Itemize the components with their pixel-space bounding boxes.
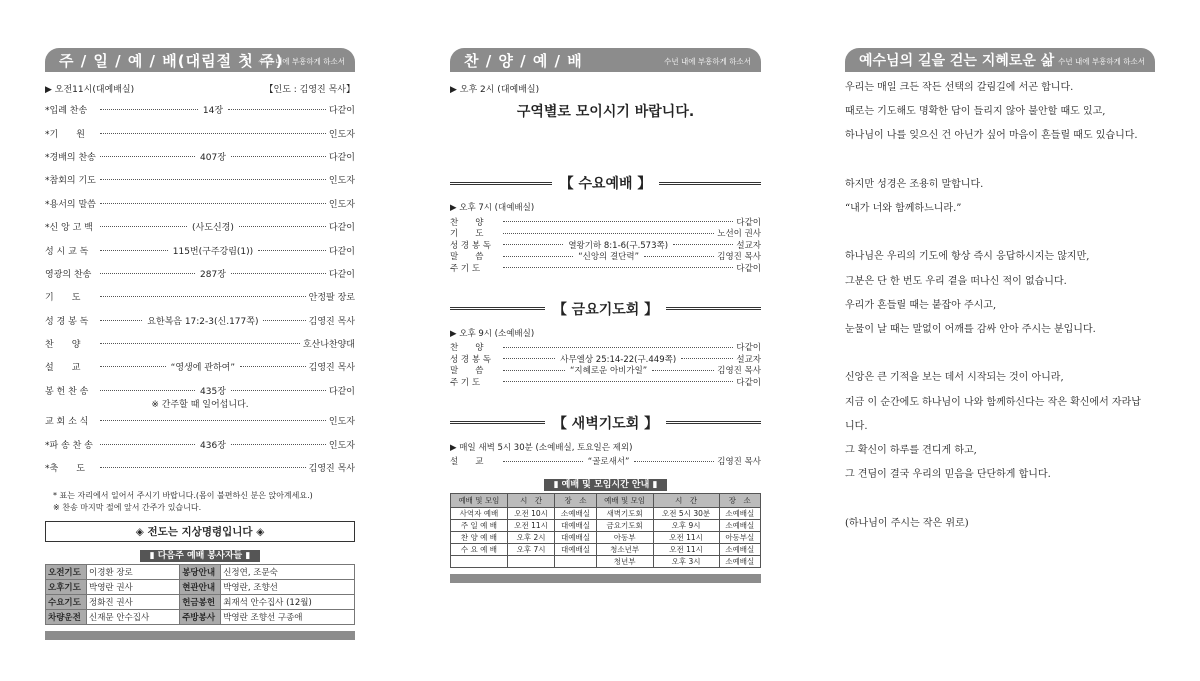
order-row (45, 332, 355, 355)
order-person: 설교자 (736, 354, 761, 365)
worship-leader: 【인도 : 김영진 목사】 (264, 85, 355, 95)
schedule-cell: 주 일 예 배 (451, 520, 508, 532)
leader-dots (100, 366, 166, 367)
schedule-cell: 소예배실 (719, 544, 760, 556)
dotted-leader (500, 455, 717, 467)
meditation-line: 신앙은 큰 기적을 보는 데서 시작되는 것이 아니라, (845, 372, 1064, 384)
service-person: 이경환 장로 (87, 565, 180, 580)
dotted-leader (97, 150, 329, 163)
order-label: 성 경 봉 독 (450, 240, 491, 251)
worship-banner (45, 48, 355, 72)
schedule-cell: 오후 3시 (653, 556, 719, 568)
worship-order-list (45, 98, 355, 479)
dotted-leader (500, 364, 717, 376)
service-row (46, 610, 355, 625)
order-row (45, 309, 355, 332)
order-row (45, 168, 355, 191)
dotted-leader (500, 347, 736, 348)
meditation-title: 예수님의 길을 걷는 지혜로운 삶 (859, 53, 1055, 69)
schedule-cell: 오전 11시 (653, 544, 719, 556)
service-role: 봉당안내 (180, 565, 221, 580)
schedule-cell: 소예배실 (719, 556, 760, 568)
order-person: 김영진 목사 (717, 366, 761, 377)
leader-dots (100, 109, 198, 110)
order-row (45, 145, 355, 168)
order-label: *기 원 (45, 129, 85, 140)
leader-dots (100, 250, 168, 251)
meditation-column (845, 48, 1155, 536)
schedule-header-cell: 시 간 (507, 494, 554, 508)
order-row (450, 216, 761, 228)
order-row (450, 228, 761, 240)
praise-banner (450, 48, 761, 72)
leader-dots (634, 461, 714, 462)
service-role: 오후기도 (46, 580, 87, 595)
dotted-leader (97, 314, 309, 327)
order-person: 인도자 (328, 440, 355, 451)
order-detail: “신앙의 결단력” (578, 252, 640, 263)
worship-note: * 표는 자리에서 일어서 주시기 바랍니다.(몸이 불편하신 분은 앉아계세요.) (53, 491, 313, 501)
leader-dots (100, 343, 300, 344)
order-detail: “영생에 관하여” (170, 363, 236, 374)
leader-dots (231, 444, 326, 445)
schedule-row (451, 556, 761, 568)
order-person: 노선이 권사 (717, 229, 761, 240)
offering-note: ※ 간주할 때 일어섭니다. (151, 400, 249, 411)
order-person: 김영진 목사 (308, 316, 355, 327)
meditation-blank-line (845, 342, 1165, 366)
leader-dots (503, 347, 733, 348)
order-label: 말 씀 (450, 252, 484, 263)
leader-dots (100, 133, 326, 134)
meditation-blank-line (845, 487, 1165, 511)
schedule-cell: 수 요 예 배 (451, 544, 508, 556)
schedule-table (450, 493, 761, 568)
service-role: 현관안내 (180, 580, 221, 595)
order-label: 봉 헌 찬 송 (45, 386, 89, 397)
order-row (45, 456, 355, 479)
schedule-cell: 아동부실 (719, 532, 760, 544)
dotted-leader (97, 467, 309, 468)
service-person: 신재문 안수집사 (87, 610, 180, 625)
leader-dots (100, 390, 195, 391)
order-person: 다같이 (328, 223, 355, 234)
order-person: 다같이 (328, 246, 355, 257)
service-row (46, 565, 355, 580)
order-label: 주 기 도 (450, 377, 481, 388)
schedule-cell: 아동부 (596, 532, 653, 544)
meditation-text (845, 76, 1165, 536)
meditation-line: 하지만 성경은 조용히 말합니다. (845, 178, 984, 190)
meditation-line: 그 확신이 하루를 견디게 하고, (845, 445, 977, 456)
schedule-cell: 오전 11시 (507, 520, 554, 532)
order-label: 주 기 도 (450, 263, 481, 274)
schedule-cell: 소예배실 (555, 508, 596, 520)
schedule-cell (507, 556, 554, 568)
order-detail: 14장 (202, 106, 224, 117)
dotted-leader (97, 420, 329, 421)
dawn-time: ▶ 매일 새벽 5시 30분 (소예배실, 토요일은 제외) (450, 442, 633, 453)
order-label: *파 송 찬 송 (45, 440, 93, 451)
order-detail: 열왕기하 8:1-6(구.573쪽) (568, 240, 669, 251)
order-row (45, 409, 355, 432)
leader-dots (681, 358, 733, 359)
leader-dots (100, 320, 142, 321)
leader-dots (644, 256, 714, 257)
leader-dots (100, 226, 187, 227)
order-person: 김영진 목사 (308, 363, 355, 374)
praise-column (450, 48, 761, 583)
leader-dots (503, 461, 583, 462)
order-row (450, 353, 761, 365)
order-detail: 407장 (200, 152, 226, 163)
order-person: 김영진 목사 (308, 464, 355, 475)
meditation-line: (하나님이 주시는 작은 위로) (845, 517, 969, 529)
meditation-line: 지금 이 순간에도 하나님이 나와 함께하신다는 작은 확신에서 자라납 (845, 396, 1141, 408)
meditation-line: “내가 너와 함께하느니라.” (845, 203, 962, 214)
meditation-line: 하나님은 우리의 기도에 항상 즉시 응답하시지는 않지만, (845, 251, 1090, 263)
leader-dots (240, 366, 306, 367)
order-person: 인도자 (328, 417, 355, 428)
order-label: *축 도 (45, 464, 85, 475)
dawn-section-title: 【 새벽기도회 】 (450, 413, 761, 433)
wed-order-list (450, 216, 761, 274)
leader-dots (503, 358, 555, 359)
order-row (45, 121, 355, 144)
order-detail: 115번(구주강림(1)) (172, 246, 254, 257)
schedule-header-cell: 장 소 (719, 494, 760, 508)
meditation-line: 그 견딤이 결국 우리의 믿음을 단단하게 합니다. (845, 469, 1051, 481)
order-label: 찬 양 (450, 217, 484, 228)
dotted-leader (500, 239, 736, 251)
wed-section-title: 【 수요예배 】 (450, 173, 761, 193)
order-person: 다같이 (736, 217, 761, 228)
leader-dots (228, 109, 326, 110)
order-label: 성 경 봉 독 (45, 316, 89, 327)
order-person: 다같이 (736, 343, 761, 354)
order-label: 찬 양 (45, 340, 81, 351)
order-label: 교 회 소 식 (45, 417, 89, 428)
order-detail: “골로새서” (587, 457, 630, 468)
praise-subtitle: 수년 내에 부흥하게 하소서 (664, 57, 751, 66)
meditation-line: 우리가 흔들릴 때는 붙잡아 주시고, (845, 299, 997, 311)
service-row (46, 580, 355, 595)
order-person: 안정팔 장로 (308, 293, 355, 304)
service-role: 헌금봉헌 (180, 595, 221, 610)
order-row (45, 238, 355, 261)
schedule-cell: 찬 양 예 배 (451, 532, 508, 544)
schedule-cell: 금요기도회 (596, 520, 653, 532)
order-label: 성 경 봉 독 (450, 354, 491, 365)
leader-dots (100, 444, 195, 445)
order-person: 다같이 (736, 377, 761, 388)
leader-dots (503, 244, 563, 245)
leader-dots (503, 381, 733, 382)
worship-notes (53, 490, 355, 514)
order-detail: 사무엘상 25:14-22(구.449쪽) (560, 354, 677, 365)
service-role: 오전기도 (46, 565, 87, 580)
meditation-line: 우리는 매일 크든 작든 선택의 갈림길에 서곤 합니다. (845, 82, 1074, 93)
worship-header (45, 82, 355, 95)
wed-time: ▶ 오후 7시 (대예배실) (450, 203, 535, 213)
schedule-cell (555, 556, 596, 568)
schedule-title: ▮ 예배 및 모임시간 안내 ▮ (450, 477, 761, 490)
meditation-blank-line (845, 221, 1165, 245)
meditation-subtitle: 수년 내에 부흥하게 하소서 (1058, 57, 1145, 66)
schedule-header-row (451, 494, 761, 508)
order-row (45, 98, 355, 121)
schedule-cell: 소예배실 (719, 520, 760, 532)
order-person: 설교자 (736, 240, 761, 251)
service-person: 박영란, 조향선 (221, 580, 355, 595)
leader-dots (239, 226, 326, 227)
order-person: 인도자 (328, 129, 355, 140)
service-person: 정화진 권사 (87, 595, 180, 610)
order-row (450, 456, 761, 468)
order-row (450, 342, 761, 354)
order-person: 인도자 (328, 176, 355, 187)
order-label: 설 교 (45, 363, 81, 374)
schedule-cell: 오후 2시 (507, 532, 554, 544)
schedule-header-cell: 시 간 (653, 494, 719, 508)
schedule-cell: 사역자 예배 (451, 508, 508, 520)
praise-time: ▶ 오후 2시 (대예배실) (450, 85, 540, 95)
order-label: 말 씀 (450, 366, 484, 377)
schedule-cell: 대예배실 (555, 532, 596, 544)
schedule-cell: 오전 5시 30분 (653, 508, 719, 520)
order-detail: (사도신경) (192, 223, 234, 234)
dotted-leader (97, 296, 309, 297)
meditation-line: 하나님이 나를 잊으신 건 아닌가 싶어 마음이 흔들릴 때도 있습니다. (845, 130, 1138, 142)
leader-dots (100, 420, 326, 421)
order-label: 설 교 (450, 457, 484, 468)
leader-dots (100, 156, 195, 157)
service-person: 박영란 권사 (87, 580, 180, 595)
order-person: 다같이 (328, 152, 355, 163)
schedule-header-cell: 예배 및 모임 (596, 494, 653, 508)
order-label: 찬 양 (450, 343, 484, 354)
service-person: 최재석 안수집사 (12월) (221, 595, 355, 610)
dotted-leader (97, 179, 329, 180)
dotted-leader (97, 267, 329, 280)
dawn-order-list (450, 456, 761, 468)
footer-bar (45, 631, 355, 640)
leader-dots (231, 273, 326, 274)
order-row (45, 355, 355, 378)
order-label: 영광의 찬송 (45, 269, 92, 280)
dotted-leader (97, 360, 309, 373)
service-person: 신정연, 조문숙 (221, 565, 355, 580)
meditation-line: 그분은 단 한 번도 우리 곁을 떠나신 적이 없습니다. (845, 275, 1067, 287)
dotted-leader (97, 438, 329, 451)
service-person: 박영란 조향선 구종애 (221, 610, 355, 625)
fri-section-title: 【 금요기도회 】 (450, 299, 761, 319)
order-person: 김영진 목사 (717, 252, 761, 263)
leader-dots (673, 244, 733, 245)
order-label: *경배의 찬송 (45, 152, 96, 163)
praise-message: 구역별로 모이시기 바랍니다. (516, 104, 695, 120)
order-row (45, 432, 355, 455)
order-row (450, 251, 761, 263)
meditation-blank-line (845, 149, 1165, 173)
dotted-leader (97, 244, 329, 257)
order-person: 다같이 (328, 386, 355, 397)
meditation-line: 때로는 기도해도 명확한 답이 들리지 않아 불안할 때도 있고, (845, 106, 1106, 118)
order-row (450, 376, 761, 388)
schedule-row (451, 532, 761, 544)
order-person: 다같이 (328, 106, 355, 117)
praise-title: 찬 / 양 / 예 / 배 (464, 51, 583, 70)
leader-dots (258, 250, 326, 251)
order-person: 다같이 (736, 263, 761, 274)
footer-bar (450, 574, 761, 583)
leader-dots (503, 233, 714, 234)
leader-dots (100, 296, 306, 297)
schedule-cell: 오전 10시 (507, 508, 554, 520)
schedule-cell: 새벽기도회 (596, 508, 653, 520)
schedule-cell: 오후 7시 (507, 544, 554, 556)
meditation-banner (845, 48, 1155, 72)
leader-dots (100, 273, 195, 274)
order-row (450, 262, 761, 274)
leader-dots (231, 156, 326, 157)
fri-order-list (450, 342, 761, 388)
dotted-leader (97, 103, 329, 116)
service-role: 주방봉사 (180, 610, 221, 625)
order-label: 성 시 교 독 (45, 246, 89, 257)
order-row (45, 192, 355, 215)
dotted-leader (500, 267, 736, 268)
leader-dots (100, 467, 306, 468)
dotted-leader (500, 353, 736, 365)
dotted-leader (97, 133, 329, 134)
order-person: 호산나찬양대 (302, 340, 355, 351)
dotted-leader (97, 384, 329, 397)
worship-time: ▶ 오전11시(대예배실) (45, 85, 135, 95)
schedule-cell: 소예배실 (719, 508, 760, 520)
schedule-row (451, 544, 761, 556)
leader-dots (231, 390, 326, 391)
worship-subtitle: 수년 내에 부흥하게 하소서 (258, 57, 345, 66)
order-label: *용서의 말씀 (45, 199, 96, 210)
dotted-leader (500, 250, 717, 262)
worship-column (45, 48, 355, 640)
fri-time: ▶ 오후 9시 (소예배실) (450, 328, 535, 339)
schedule-header-cell: 예배 및 모임 (451, 494, 508, 508)
order-detail: “지혜로운 아비가일” (570, 366, 648, 377)
schedule-cell: 대예배실 (555, 544, 596, 556)
schedule-row (451, 520, 761, 532)
service-role: 차량운전 (46, 610, 87, 625)
leader-dots (652, 370, 714, 371)
leader-dots (263, 320, 305, 321)
leader-dots (100, 203, 326, 204)
order-person: 김영진 목사 (717, 457, 761, 468)
leader-dots (503, 267, 733, 268)
order-detail: 287장 (200, 269, 226, 280)
order-row (450, 365, 761, 377)
order-person: 인도자 (328, 199, 355, 210)
order-row (450, 239, 761, 251)
dotted-leader (97, 343, 303, 344)
leader-dots (503, 221, 733, 222)
order-label: 기 도 (450, 229, 484, 240)
mission-box: ◈ 전도는 지상명령입니다 ◈ (45, 521, 355, 542)
worship-note: ※ 찬송 마지막 절에 앞서 간주가 있습니다. (53, 503, 202, 513)
order-row (45, 215, 355, 238)
order-label: *참회의 기도 (45, 176, 96, 187)
order-row (45, 262, 355, 285)
dotted-leader (97, 203, 329, 204)
order-label: *입례 찬송 (45, 106, 88, 117)
dotted-leader (500, 233, 717, 234)
service-row (46, 595, 355, 610)
leader-dots (100, 179, 326, 180)
schedule-cell: 청소년부 (596, 544, 653, 556)
schedule-cell (451, 556, 508, 568)
service-title: ▮ 다음주 예배 봉사자들 ▮ (45, 548, 355, 561)
order-detail: 435장 (200, 386, 226, 397)
order-detail: 436장 (200, 440, 226, 451)
schedule-header-cell: 장 소 (555, 494, 596, 508)
order-detail: 요한복음 17:2-3(신.177쪽) (147, 316, 259, 327)
leader-dots (503, 370, 565, 371)
leader-dots (503, 256, 573, 257)
schedule-cell: 청년부 (596, 556, 653, 568)
schedule-cell: 오전 11시 (653, 532, 719, 544)
dotted-leader (500, 381, 736, 382)
service-role: 수요기도 (46, 595, 87, 610)
order-person: 다같이 (328, 269, 355, 280)
meditation-line: 니다. (845, 420, 868, 432)
dotted-leader (97, 220, 329, 233)
schedule-cell: 오후 9시 (653, 520, 719, 532)
worship-title: 주 / 일 / 예 / 배(대림절 첫 주) (59, 51, 284, 70)
schedule-row (451, 508, 761, 520)
schedule-cell: 대예배실 (555, 520, 596, 532)
dotted-leader (500, 221, 736, 222)
order-label: *신 앙 고 백 (45, 223, 93, 234)
order-label: 기 도 (45, 293, 81, 304)
service-table (45, 564, 355, 625)
meditation-line: 눈물이 날 때는 말없이 어깨를 감싸 안아 주시는 분입니다. (845, 324, 1096, 335)
order-row (45, 285, 355, 308)
